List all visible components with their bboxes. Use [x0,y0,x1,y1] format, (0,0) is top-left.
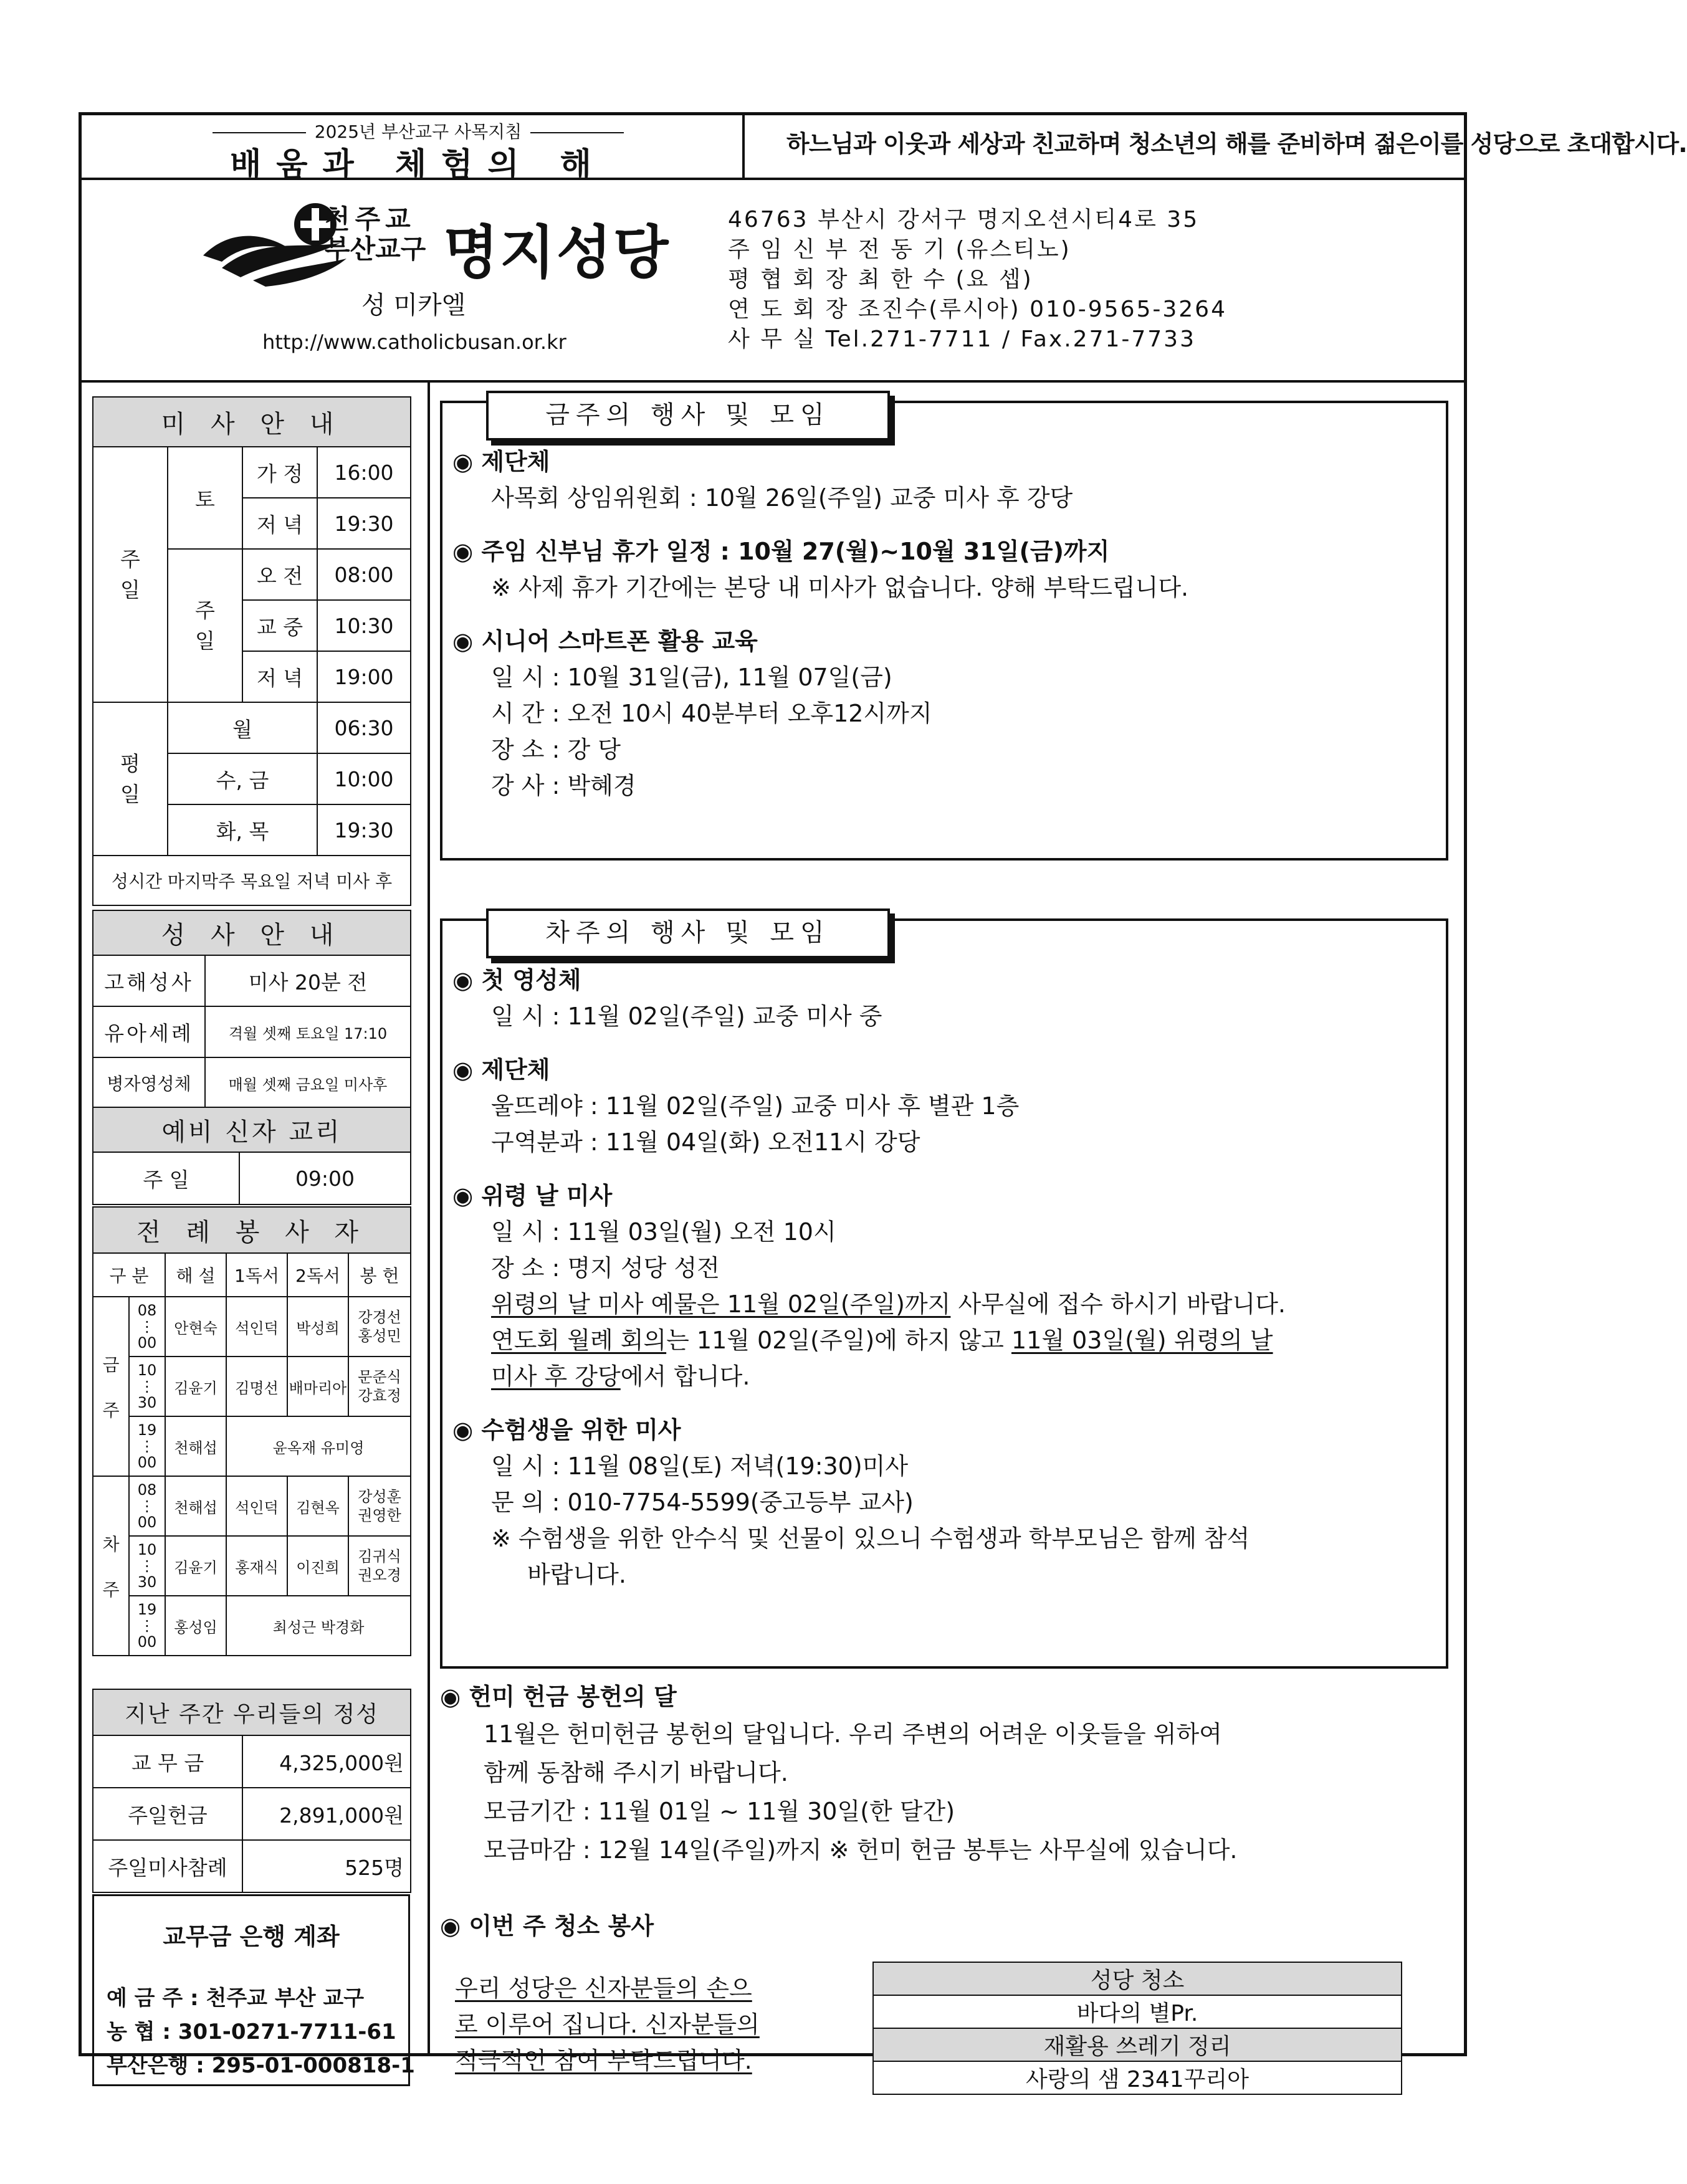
mass-time: 19:00 [317,651,411,702]
sacrament-value: 격월 셋째 토요일 17:10 [205,1006,411,1057]
patron-saint: 성 미카엘 [361,291,466,320]
mass-time: 19:30 [317,498,411,549]
section-line: 문 의 : 010-7754-5599(중고등부 교사) [491,1489,914,1516]
section-line: 일 시 : 11월 02일(주일) 교중 미사 중 [491,1003,882,1030]
motto-statement: 하느님과 이웃과 세상과 친교하며 청소년의 해를 준비하며 젊은이를 성당으로 초대합시다. [786,130,1687,158]
section-line: 시 간 : 오전 10시 40분부터 오후12시까지 [491,700,932,727]
cleaning-header: 성당 청소 [873,1962,1402,1995]
cleaning-note-line: 로 이루어 집니다. 신자분들의 [455,2011,760,2038]
offerings-table [92,1689,411,1893]
diocese-label [325,204,426,264]
pastor: 주 임 신 부 전 동 기 (유스티노) [728,237,1071,262]
server-time: 08 ⋮ 00 [129,1297,165,1357]
commentator: 천해섭 [165,1416,226,1476]
section-line [452,1358,1286,1395]
commentator: 천해섭 [165,1476,226,1536]
servers-header: 2독서 [287,1253,348,1297]
section-line: 함께 동참해 주시기 바랍니다. [484,1759,788,1786]
reader-2: 배마리아 [287,1357,348,1416]
section-heading: ◉ 이번 주 청소 봉사 [440,1912,654,1940]
mass-time: 10:30 [317,600,411,651]
logo-line-1: 천주교 [325,204,416,234]
offertory: 김귀식 권오경 [348,1536,411,1596]
section-line: 장 소 : 강 당 [491,736,621,763]
holy-hour-note: 성시간 마지막주 목요일 저녁 미사 후 [93,856,411,905]
sacrament-label: 고해성사 [93,955,205,1006]
commentator: 홍성임 [165,1596,226,1656]
weekday-label: 평 일 [93,702,168,856]
divider [213,132,306,133]
divider [428,380,430,2053]
catechumen-day: 주 일 [93,1152,239,1204]
server-time: 10 ⋮ 30 [129,1536,165,1596]
commentator: 안현숙 [165,1297,226,1357]
motto-title: 배움과 체험의 해 [230,146,606,184]
commentator: 김윤기 [165,1536,226,1596]
section-heading: ◉ 주임 신부님 휴가 일정 : 10월 27(월)~10월 31일(금)까지 [452,538,1110,565]
bank-title: 교무금 은행 계좌 [163,1923,340,1950]
sacrament-value: 매월 셋째 금요일 미사후 [205,1057,411,1109]
offertory: 강성훈 권영한 [348,1476,411,1536]
underlined-text: 위령의 날 미사 예물은 11월 02일(주일)까지 [491,1290,951,1318]
section-line: 강 사 : 박혜경 [491,772,636,799]
website-link[interactable]: http://www.catholicbusan.or.kr [262,330,566,354]
sacraments-title: 성 사 안 내 [93,910,411,955]
reader-2: 김현옥 [287,1476,348,1536]
bank-nh: 농 협 : 301-0271-7711-61 [107,2019,396,2044]
sacraments-table [92,910,411,1109]
server-time: 19 ⋮ 00 [129,1416,165,1476]
section-line: 장 소 : 명지 성당 성전 [491,1254,720,1282]
catechumen-table [92,1107,411,1205]
section-heading: ◉ 시니어 스마트폰 활용 교육 [452,627,758,655]
motto-year: 2025년 부산교구 사목지침 [314,122,522,142]
commentator: 김윤기 [165,1357,226,1416]
divider [742,115,745,178]
plain-text: 사무실에 접수 하시기 바랍니다. [950,1290,1286,1318]
server-time: 08 ⋮ 00 [129,1476,165,1536]
server-time: 10 ⋮ 30 [129,1357,165,1416]
section-heading: ◉ 헌미 헌금 봉헌의 달 [440,1683,677,1710]
plain-text: 에서 합니다. [620,1363,750,1390]
catechumen-title: 예비 신자 교리 [93,1107,411,1152]
sacrament-label: 유아세례 [93,1006,205,1057]
underlined-text: 연도회 월례 회의 [491,1327,667,1354]
servers-header: 구 분 [93,1253,165,1297]
this-week-content [452,444,1188,804]
bank-holder: 예 금 주 : 천주교 부산 교구 [107,1986,365,2011]
liturgy-servers-table [92,1206,411,1656]
sunday-label: 주 일 [93,447,168,702]
server-time: 19 ⋮ 00 [129,1596,165,1656]
offering-label: 교 무 금 [93,1735,242,1788]
section-heading: ◉ 제단체 [452,1056,550,1084]
reader-1: 김명선 [226,1357,287,1416]
underlined-text: 11월 03일(월) 위령의 날 [1011,1327,1273,1354]
bank-account-box [92,1894,415,2086]
offering-value: 2,891,000원 [242,1788,411,1840]
section-line: 일 시 : 11월 08일(토) 저녁(19:30)미사 [491,1452,909,1480]
reader-1: 석인덕 [226,1476,287,1536]
section-heading: ◉ 수험생을 위한 미사 [452,1416,681,1444]
reader-2: 이진희 [287,1536,348,1596]
mass-time: 08:00 [317,549,411,600]
section-line: 일 시 : 11월 03일(월) 오전 10시 [491,1218,836,1246]
servers-header: 해 설 [165,1253,226,1297]
section-line: 구역분과 : 11월 04일(화) 오전11시 강당 [491,1128,920,1156]
sunday-day-label: 주 일 [168,549,242,702]
cleaning-note-line: 적극적인 참여 부탁드립니다. [455,2047,752,2074]
mass-label: 수, 금 [168,753,317,804]
catechumen-time: 09:00 [239,1152,411,1204]
cleaning-team: 사랑의 샘 2341꾸리아 [873,2061,1402,2094]
cleaning-heading [440,1908,654,1944]
offertory: 강경선 홍성민 [348,1297,411,1357]
mass-label: 오 전 [242,549,317,600]
mass-label: 저 녁 [242,651,317,702]
section-line: 일 시 : 10월 31일(금), 11월 07일(금) [491,664,892,691]
section-line: 11월은 헌미헌금 봉헌의 달입니다. 우리 주변의 어려운 이웃들을 위하여 [484,1720,1222,1748]
offerings-title: 지난 주간 우리들의 정성 [93,1689,411,1735]
church-name: 명지성당 [443,219,670,286]
section-line: 모금기간 : 11월 01일 ~ 11월 30일(한 달간) [484,1798,955,1825]
next-week-content [452,962,1286,1593]
council-president: 평 협 회 장 최 한 수 (요 셉) [728,267,1033,292]
readers: 최성근 박경화 [226,1596,411,1656]
section-line: 모금마감 : 12월 14일(주일)까지 ※ 헌미 헌금 봉투는 사무실에 있습니다. [484,1836,1238,1864]
mass-label: 가 정 [242,447,317,498]
elders-president: 연 도 회 장 조진수(루시아) 010-9565-3264 [728,297,1227,322]
section-line: 사목회 상임위원회 : 10월 26일(주일) 교중 미사 후 강당 [491,484,1073,512]
offering-month-section [440,1679,1238,1869]
saturday-label: 토 [168,447,242,549]
offertory: 문준식 강효정 [348,1357,411,1416]
cleaning-note [455,1970,760,2079]
section-line: 바랍니다. [527,1561,626,1588]
readers: 윤옥재 유미영 [226,1416,411,1476]
cleaning-team: 바다의 별Pr. [873,1995,1402,2028]
sacrament-label: 병자영성체 [93,1057,205,1109]
church-logo [197,199,708,293]
divider [530,132,624,133]
next-week-title: 차주의 행사 및 모임 [486,908,890,958]
address: 46763 부산시 강서구 명지오션시티4로 35 [728,207,1200,232]
sacrament-value: 미사 20분 전 [205,955,411,1006]
section-line [452,1286,1286,1322]
cleaning-note-line: 우리 성당은 신자분들의 손으 [455,1975,752,2002]
mass-title: 미 사 안 내 [93,397,411,447]
logo-line-2: 부산교구 [325,234,426,264]
cleaning-table [872,1962,1402,2095]
offering-value: 525명 [242,1840,411,1892]
section-heading: ◉ 위령 날 미사 [452,1182,613,1209]
cleaning-header: 재활용 쓰레기 정리 [873,2028,1402,2061]
divider [82,380,1464,383]
mass-time: 06:30 [317,702,411,753]
mass-label: 화, 목 [168,804,317,856]
section-heading: ◉ 첫 영성체 [452,966,581,994]
mass-label: 교 중 [242,600,317,651]
offering-value: 4,325,000원 [242,1735,411,1788]
offering-label: 주일미사참례 [93,1840,242,1892]
mass-label: 월 [168,702,317,753]
underlined-text: 미사 후 강당 [491,1363,621,1390]
servers-header: 봉 헌 [348,1253,411,1297]
section-heading: ◉ 제단체 [452,448,550,475]
servers-header: 1독서 [226,1253,287,1297]
bank-busan: 부산은행 : 295-01-000818-1 [107,2053,415,2078]
this-week-label: 금 주 [93,1297,129,1476]
office-contact: 사 무 실 Tel.271-7711 / Fax.271-7733 [728,327,1196,352]
reader-1: 홍재식 [226,1536,287,1596]
mass-time: 16:00 [317,447,411,498]
section-line: ※ 수험생을 위한 안수식 및 선물이 있으니 수험생과 학부모님은 함께 참석 [491,1525,1250,1552]
mass-time: 19:30 [317,804,411,856]
mass-label: 저 녁 [242,498,317,549]
section-line: ※ 사제 휴가 기간에는 본당 내 미사가 없습니다. 양해 부탁드립니다. [491,574,1189,601]
plain-text: 는 11월 02일(주일)에 하지 않고 [666,1327,1011,1354]
mass-time: 10:00 [317,753,411,804]
next-week-label: 차 주 [93,1476,129,1656]
this-week-title: 금주의 행사 및 모임 [486,391,890,441]
servers-title: 전 례 봉 사 자 [93,1207,411,1253]
reader-1: 석인덕 [226,1297,287,1357]
mass-schedule-table [92,396,411,906]
section-line: 울뜨레야 : 11월 02일(주일) 교중 미사 후 별관 1층 [491,1092,1020,1120]
section-line [452,1322,1286,1358]
offering-label: 주일헌금 [93,1788,242,1840]
reader-2: 박성희 [287,1297,348,1357]
